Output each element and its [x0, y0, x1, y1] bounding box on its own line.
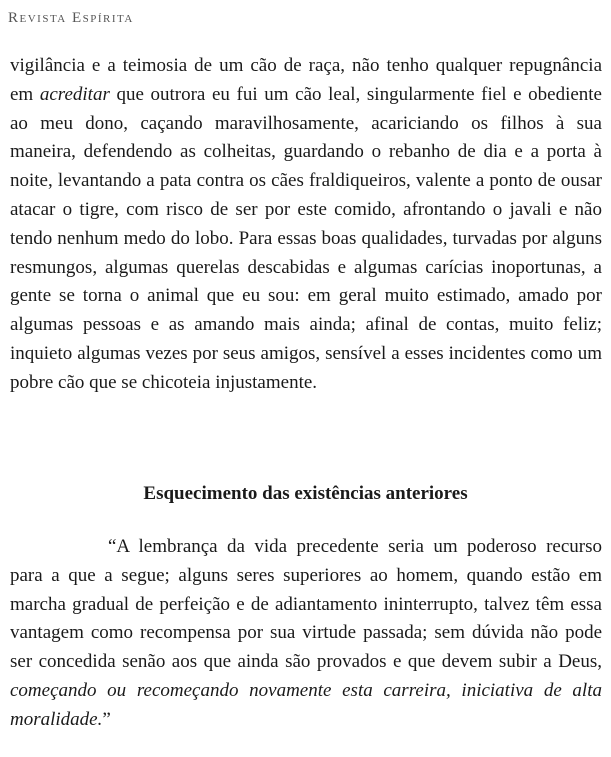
paragraph-1-emphasis: acreditar — [39, 83, 110, 105]
body-paragraph-1 — [10, 52, 602, 398]
paragraph-2-emphasis: começando ou recomeçando novamente esta carreira, iniciativa de alta moralidade. — [10, 679, 602, 730]
paragraph-2-text-a: “A lembrança da vida precedente seria um poderoso recurso para a que a segue; alguns seres superiores ao homem, quando estão em marcha gradual de perfeição e de adiantamento ininterrupto, talvez têm essa vantagem como recompensa por sua virtude passada; sem dúvida não pode ser concedida senão aos que ainda são provados e que devem subir a Deus, — [10, 536, 602, 673]
paragraph-1-text-a: vigilância e a teimosia de um cão de raça, não tenho qualquer repugnância em — [10, 55, 602, 105]
paragraph-2-text-b: ” — [102, 708, 111, 730]
section-heading: Esquecimento das existências anteriores — [143, 483, 468, 504]
paragraph-1-text-b: que outrora eu fui um cão leal, singularmente fiel e obediente ao meu dono, caçando maravilhosamente, acariciando os filhos à sua maneira, defendendo as colheitas, guardando o rebanho de dia e a porta à noite, levantando a pata contra os cães fraldiqueiros, valente a ponto de ousar atacar o tigre, com risco de ser por este comido, afrontando o javali e não tendo nenhum medo do lobo. Para essas boas qualidades, turvadas por alguns resmungos, algumas querelas descabidas e algumas carícias inoportunas, a gente se torna o animal que eu sou: em geral muito estimado, amado por algumas pessoas e as amando mais ainda; afinal de contas, muito feliz; inquieto algumas vezes por seus amigos, sensível a esses incidentes como um pobre cão que se chicoteia injustamente. — [10, 83, 602, 393]
running-header: Revista Espírita — [8, 10, 134, 26]
body-paragraph-2 — [10, 533, 602, 735]
